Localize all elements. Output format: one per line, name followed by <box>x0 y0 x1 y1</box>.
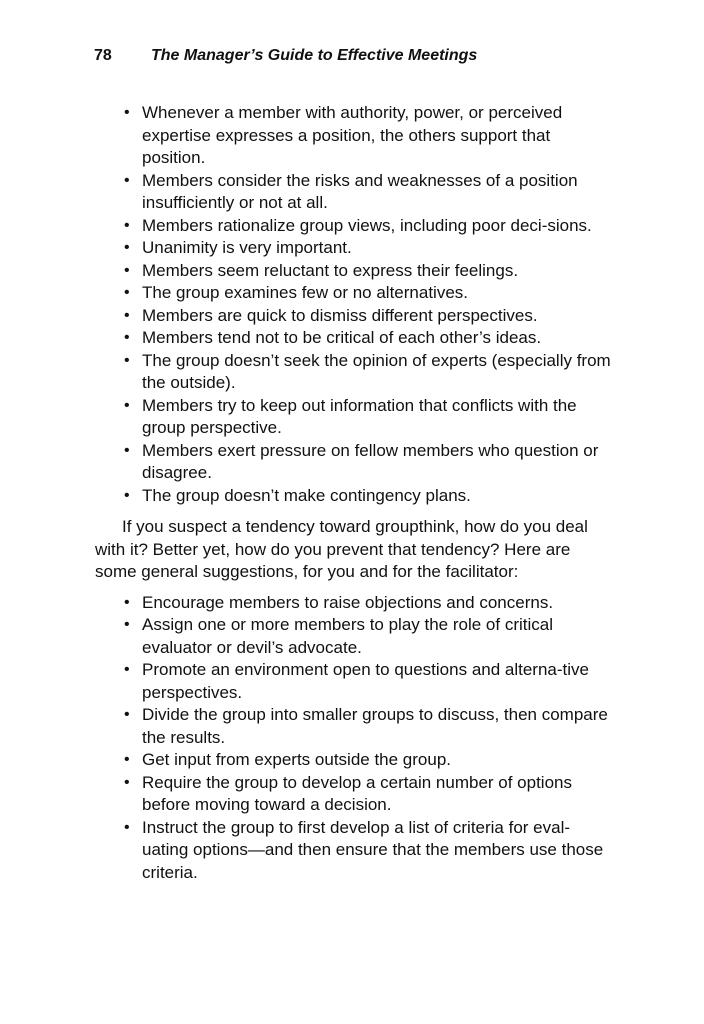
list-item: • Whenever a member with authority, power, or perceived expertise expresses a position, the others support that position. <box>124 103 563 167</box>
list-item: • Members are quick to dismiss different perspectives. <box>142 305 615 328</box>
running-head <box>94 45 654 67</box>
list-item: • Members try to keep out information that conflicts with the group perspective. <box>124 395 577 437</box>
bullet-icon: • <box>124 706 130 723</box>
bullet-icon: • <box>124 486 130 504</box>
bullet-icon: • <box>124 171 130 189</box>
bullet-icon: • <box>124 104 130 121</box>
list-item: • Members exert pressure on fellow members who question or disagree. <box>124 440 599 482</box>
list-item: • Get input from experts outside the group. <box>142 749 615 772</box>
list-item: • Require the group to develop a certain number of options before moving toward a decision. <box>124 772 572 814</box>
bullet-icon: • <box>124 239 130 256</box>
bullet-icon: • <box>124 284 130 301</box>
list-item: • Members consider the risks and weaknesses of a position insufficiently or not at all. <box>124 170 578 212</box>
list-item: • The group doesn’t make contingency plans. <box>142 485 615 508</box>
bullet-icon: • <box>124 773 130 791</box>
list-item: • Members tend not to be critical of each other’s ideas. <box>142 327 615 350</box>
list-item: • Promote an environment open to questions and alterna-tive perspectives. <box>124 660 589 702</box>
list-item: • The group examines few or no alternatives. <box>142 282 615 305</box>
bullet-icon: • <box>124 818 130 836</box>
bullet-icon: • <box>124 329 130 346</box>
groupthink-symptoms-list <box>95 102 615 507</box>
bullet-icon: • <box>124 261 130 279</box>
bullet-icon: • <box>124 216 130 234</box>
list-item: • Assign one or more members to play the role of critical evaluator or devil’s advocate. <box>124 615 554 657</box>
list-item: • The group doesn’t seek the opinion of experts (especially from the outside). <box>124 350 611 392</box>
bullet-icon: • <box>124 751 130 768</box>
bullet-icon: • <box>124 616 130 633</box>
page-body <box>95 102 615 884</box>
list-item: • Instruct the group to first develop a list of criteria for eval-uating options—and then ensure that the members use those criteria. <box>124 817 604 882</box>
bullet-icon: • <box>124 441 130 459</box>
bullet-icon: • <box>124 661 130 678</box>
list-item: • Members seem reluctant to express their feelings. <box>142 260 615 283</box>
list-item: • Members rationalize group views, including poor deci-sions. <box>142 215 615 238</box>
list-item: • Divide the group into smaller groups to discuss, then compare the results. <box>124 705 608 747</box>
bullet-icon: • <box>124 306 130 324</box>
bullet-icon: • <box>124 396 130 414</box>
groupthink-suggestions-list <box>95 592 615 885</box>
bullet-icon: • <box>124 351 130 369</box>
list-item: • Unanimity is very important. <box>142 237 615 260</box>
bullet-icon: • <box>124 593 130 611</box>
book-title: The Manager’s Guide to Effective Meetings <box>151 47 478 64</box>
transition-paragraph: If you suspect a tendency toward groupthink, how do you deal with it? Better yet, how do you prevent that tendency? Here are some general suggestions, for you and for the facilitator: <box>95 517 588 581</box>
page-number: 78 <box>94 47 112 64</box>
list-item: • Encourage members to raise objections and concerns. <box>142 592 615 615</box>
